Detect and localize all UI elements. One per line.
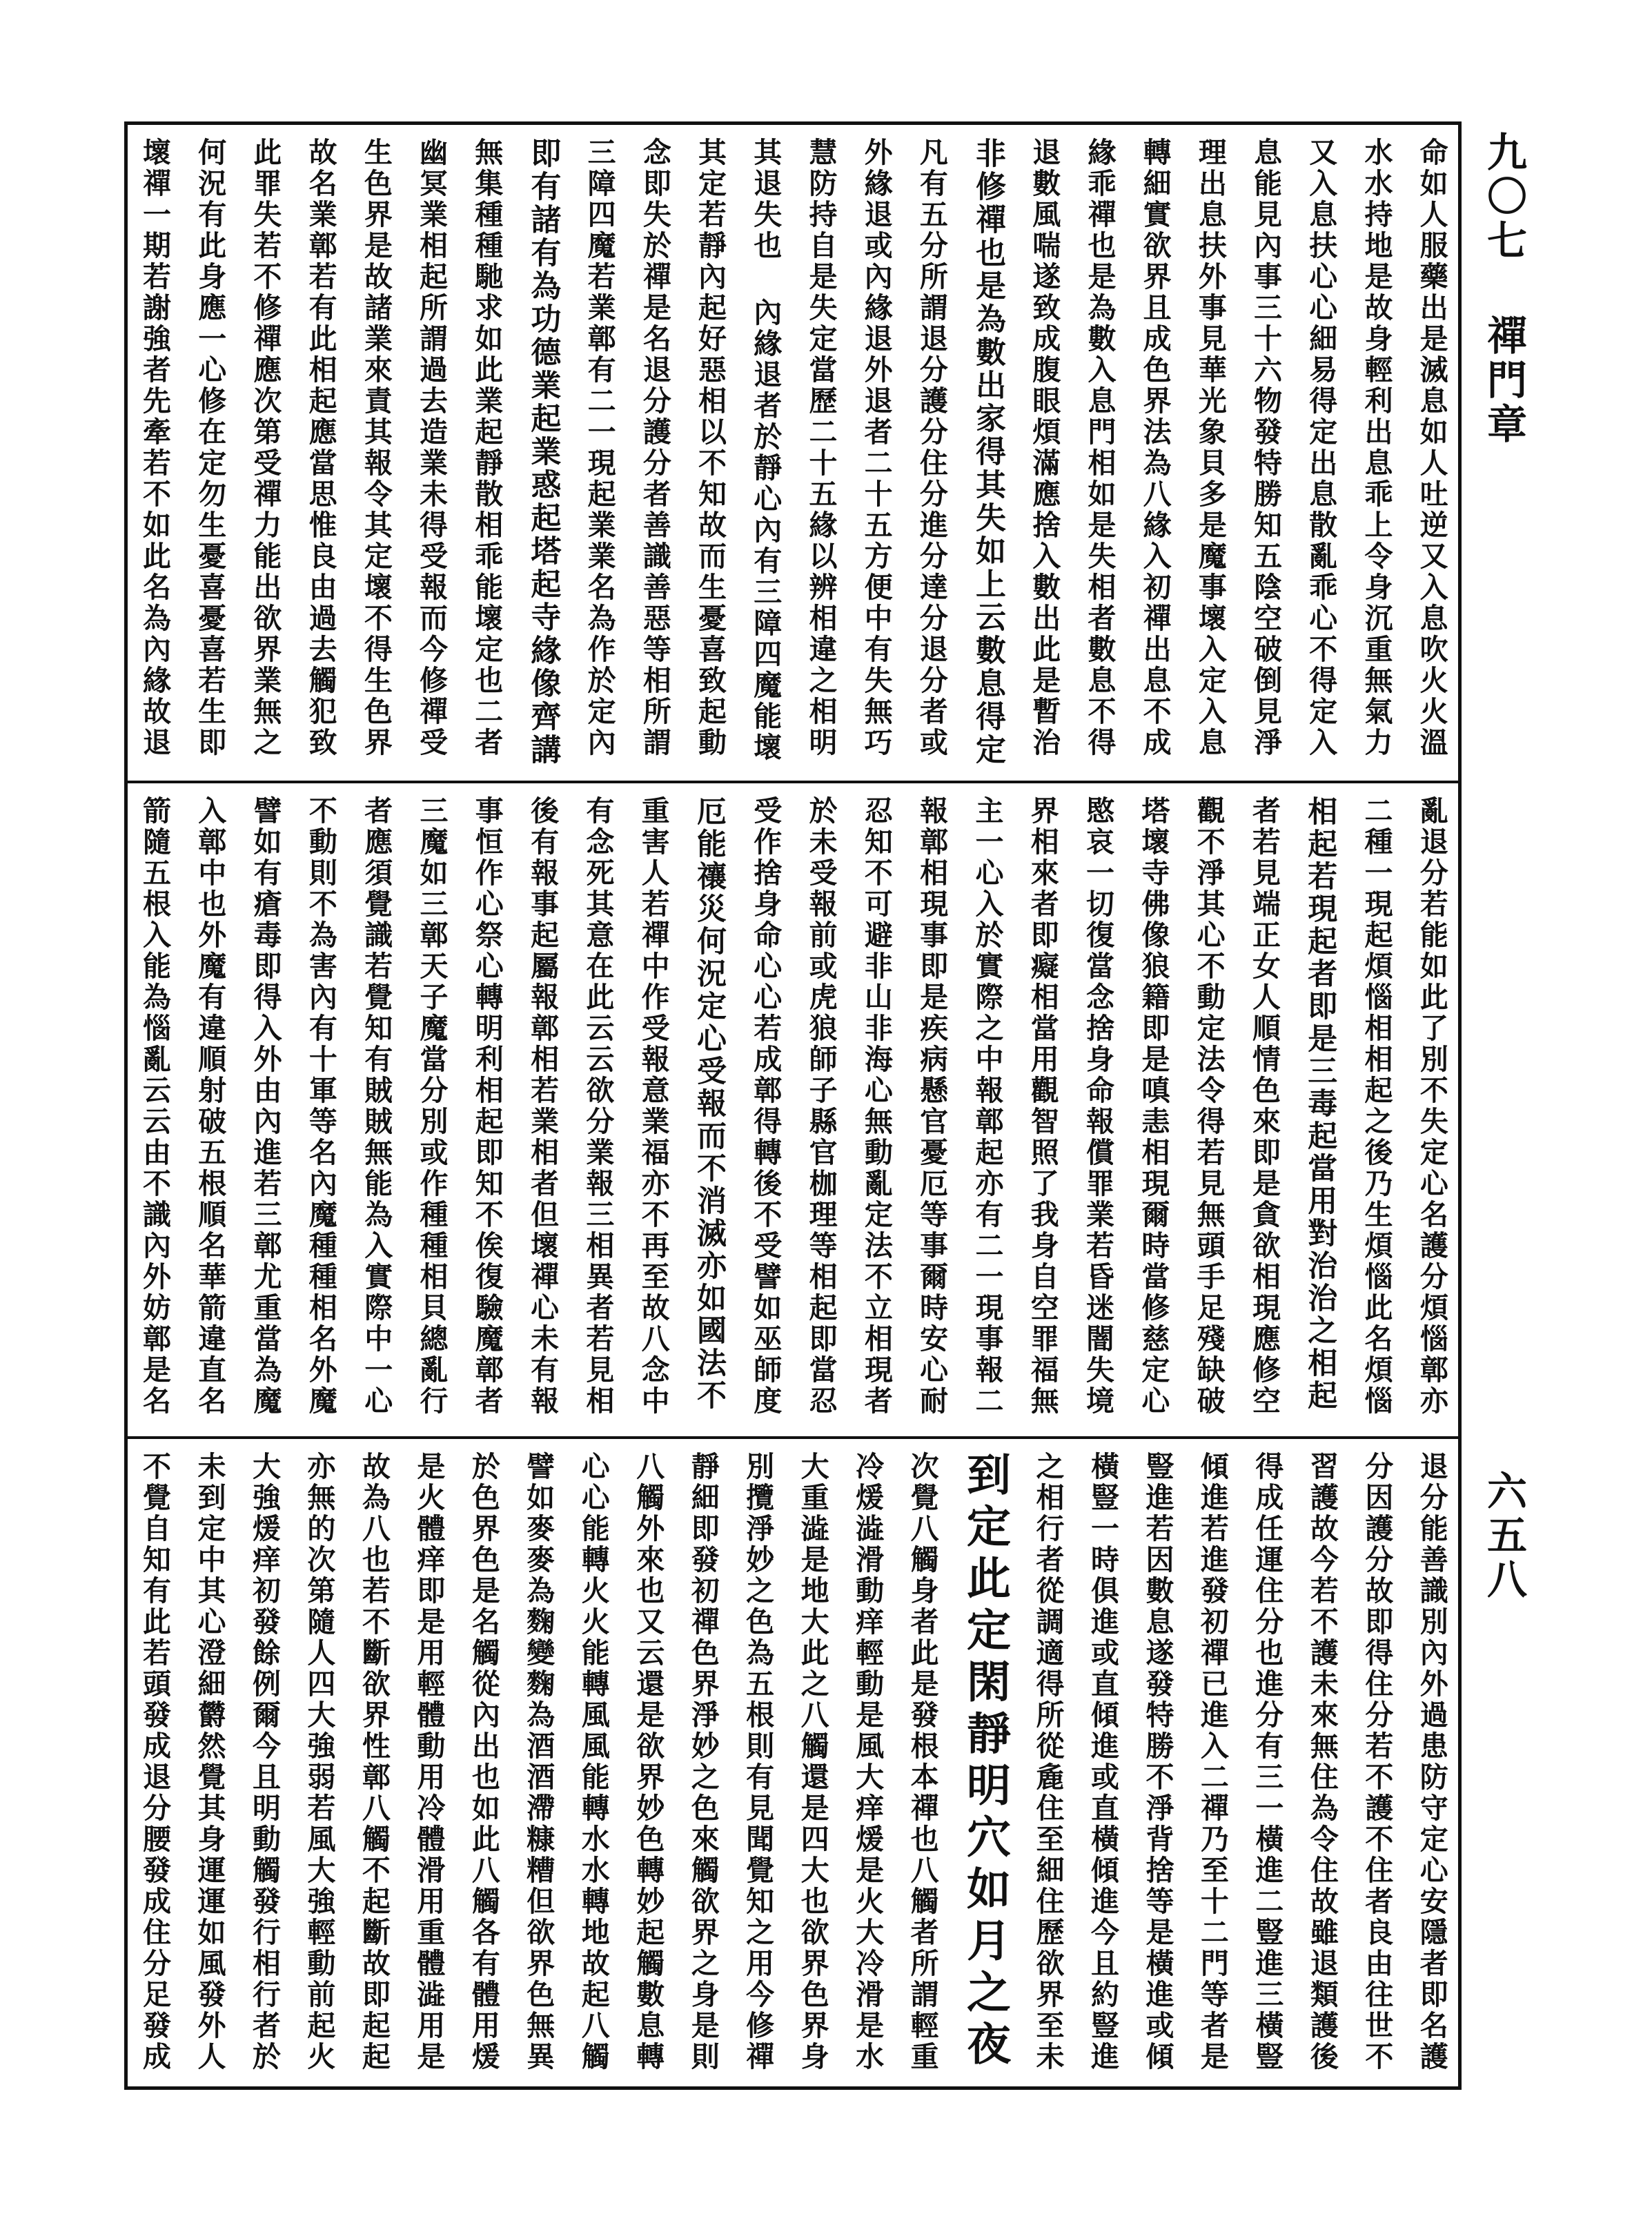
text-column: 譬如有瘡毒即得入外由內進若三鄣尤重當為魔 xyxy=(248,796,282,1417)
text-column: 理出息扶外事見華光象貝多是魔事壞入定入息 xyxy=(1193,137,1227,758)
text-column: 冷煖澁滑動痒輕動是風大痒煖是火大冷滑是水 xyxy=(851,1451,885,2073)
text-column: 者應須覺識若覺知有賊賊無能為入實際中一心 xyxy=(360,796,393,1417)
text-column: 非修禪也是為數出家得其失如上云數息得定 xyxy=(970,137,1006,767)
text-column: 有念死其意在此云云欲分業報三相異者若見相 xyxy=(581,796,615,1417)
text-column: 八觸外來也又云還是欲界妙色轉妙起觸數息轉 xyxy=(631,1451,665,2073)
text-column: 別攬淨妙之色為五根則有見聞覺知之用今修禪 xyxy=(741,1451,775,2073)
text-column: 不覺自知有此若頭發成退分腰發成住分足發成 xyxy=(138,1451,171,2073)
text-column: 退數風喘遂致成腹眼煩滿應捨入數出此是暫治 xyxy=(1027,137,1061,758)
text-column: 到定此定閑靜明穴如月之夜 xyxy=(959,1451,1012,2073)
text-column: 箭隨五根入能為惱亂云云由不識內外妨鄣是名 xyxy=(138,796,171,1417)
register-middle xyxy=(128,781,1458,1436)
text-column: 命如人服藥出是滅息如人吐逆又入息吹火火溫 xyxy=(1415,137,1448,758)
text-column: 忍知不可避非山非海心無動亂定法不立相現者 xyxy=(859,796,893,1417)
text-column: 息能見內事三十六物發特勝知五陰空破倒見淨 xyxy=(1249,137,1283,758)
text-column: 之相行者從調適得所從麁住至細住歷欲界至未 xyxy=(1031,1451,1065,2073)
text-column: 於未受報前或虎狼師子縣官枷理等相起即當忍 xyxy=(804,796,838,1417)
text-column: 事恒作心祭心轉明利相起即知不俟復驗魔鄣者 xyxy=(470,796,504,1417)
text-column: 界相來者即癡相當用觀智照了我身自空罪福無 xyxy=(1025,796,1059,1417)
text-column: 重害人若禪中作受報意業福亦不再至故八念中 xyxy=(636,796,670,1417)
text-column: 轉細實欲界且成色界法為八緣入初禪出息不成 xyxy=(1138,137,1172,758)
text-column: 主一心入於實際之中報鄣起亦有二一現事報二 xyxy=(970,796,1004,1417)
text-column: 生色界是故諸業來責其報令其定壞不得生色界 xyxy=(359,137,393,758)
text-column: 觀不淨其心不動定法令得若見無頭手足殘缺破 xyxy=(1192,796,1226,1417)
text-column: 何況有此身應一心修在定勿生憂喜憂喜若生即 xyxy=(193,137,227,758)
register-middle-columns xyxy=(140,796,1446,1424)
text-column: 凡有五分所謂退分護分住分進分達分退分者或 xyxy=(914,137,948,758)
text-column: 得成任運住分也進分有三一橫進二豎進三橫豎 xyxy=(1250,1451,1284,2073)
text-column: 心心能轉火火能轉風風能轉水水轉地故起八觸 xyxy=(576,1451,610,2073)
text-column: 又入息扶心心細易得定出息散亂乖心不得定入 xyxy=(1304,137,1338,758)
text-column: 此罪失若不修禪應次第受禪力能出欲界業無之 xyxy=(248,137,282,758)
text-column: 不動則不為害內有十軍等名內魔種種相名外魔 xyxy=(304,796,337,1417)
register-upper-columns xyxy=(140,137,1446,768)
text-column: 亂退分若能如此了別不失定心名護分煩惱鄣亦 xyxy=(1415,796,1448,1417)
running-header: 九〇七 禪門章 xyxy=(1480,131,1527,447)
register-upper xyxy=(128,125,1458,781)
register-lower-columns xyxy=(140,1451,1446,2074)
text-column: 是火體痒即是用輕體動用冷體滑用重體澁用是 xyxy=(412,1451,446,2073)
text-column: 未到定中其心澄細欝然覺其身運運如風發外人 xyxy=(193,1451,226,2073)
text-column: 三障四魔若業鄣有二一現起業業名為作於定內 xyxy=(582,137,616,758)
text-column: 其定若靜內起好惡相以不知故而生憂喜致起動 xyxy=(694,137,727,758)
register-lower xyxy=(128,1436,1458,2086)
text-column: 故名業鄣若有此相起應當思惟良由過去觸犯致 xyxy=(304,137,337,758)
text-column: 分因護分故即得住分若不護不住者良由往世不 xyxy=(1360,1451,1394,2073)
text-column: 愍哀一切復當念捨身命報償罪業若昏迷闇失境 xyxy=(1081,796,1115,1417)
text-column: 念即失於禪是名退分護分者善識善惡等相所謂 xyxy=(638,137,671,758)
text-column: 緣乖禪也是為數入息門相如是失相者數息不得 xyxy=(1083,137,1117,758)
text-column: 即有諸有為功德業起業惑起塔起寺緣像齊講 xyxy=(525,137,561,767)
text-column: 二種一現起煩惱相相起之後乃生煩惱此名煩惱 xyxy=(1359,796,1393,1417)
text-column: 無集種種馳求如此業起靜散相乖能壞定也二者 xyxy=(470,137,504,758)
text-column: 於色界色是名觸從內出也如此八觸各有體用煖 xyxy=(466,1451,500,2073)
page-number: 六五八 xyxy=(1480,1470,1527,1603)
text-column: 大強煖痒初發餘例爾今且明動觸發行相行者於 xyxy=(247,1451,281,2073)
text-column: 譬如麥麥為麴變麴為酒酒滯糠糟但欲界色無異 xyxy=(522,1451,555,2073)
text-column: 慧防持自是失定當歷二十五緣以辨相違之相明 xyxy=(804,137,838,758)
text-column: 其退失也 內緣退者於靜心內有三障四魔能壞 xyxy=(749,137,783,763)
text-frame xyxy=(124,121,1462,2090)
text-column: 退分能善識別內外過患防守定心安隱者即名護 xyxy=(1415,1451,1448,2073)
text-column: 三魔如三鄣天子魔當分別或作種種相貝總亂行 xyxy=(415,796,449,1417)
text-column: 外緣退或內緣退外退者二十五方便中有失無巧 xyxy=(859,137,893,758)
text-column: 後有報事起屬報鄣相若業相者但壞禪心未有報 xyxy=(526,796,560,1417)
text-column: 厄能禳災何況定心受報而不消滅亦如國法不 xyxy=(691,796,727,1412)
text-column: 亦無的次第隨人四大強弱若風大強輕動前起火 xyxy=(302,1451,336,2073)
text-column: 傾進若進發初禪已進入二禪乃至十二門等者是 xyxy=(1195,1451,1229,2073)
text-column: 次覺八觸身者此是發根本禪也八觸者所謂輕重 xyxy=(905,1451,939,2073)
text-column: 受作捨身命心心若成鄣得轉後不受譬如巫師度 xyxy=(749,796,783,1417)
text-column: 塔壞寺佛像狼籍即是嗔恚相現爾時當修慈定心 xyxy=(1137,796,1170,1417)
text-column: 靜細即發初禪色界淨妙之色來觸欲界之身是則 xyxy=(686,1451,720,2073)
text-column: 豎進若因數息遂發特勝不淨背捨等是橫進或傾 xyxy=(1141,1451,1174,2073)
text-column: 水水持地是故身輕利出息乖上令身沉重無氣力 xyxy=(1359,137,1393,758)
text-column: 習護故今若不護未來無住為令住故雖退類護後 xyxy=(1305,1451,1339,2073)
text-column: 故為八也若不斷欲界性鄣八觸不起斷故即起起 xyxy=(357,1451,391,2073)
text-column: 報鄣相現事即是疾病懸官憂厄等事爾時安心耐 xyxy=(915,796,949,1417)
text-column: 幽冥業相起所謂過去造業未得受報而今修禪受 xyxy=(415,137,449,758)
text-column: 壞禪一期若謝強者先牽若不如此名為內緣故退 xyxy=(138,137,171,758)
text-column: 者若見端正女人順情色來即是貪欲相現應修空 xyxy=(1247,796,1281,1417)
text-column: 大重澁是地大此之八觸還是四大也欲界色界身 xyxy=(796,1451,829,2073)
text-column: 相起若現起者即是三毒起當用對治治之相起 xyxy=(1303,796,1338,1412)
text-column: 橫豎一時俱進或直傾進或直橫傾進今且約豎進 xyxy=(1085,1451,1119,2073)
text-column: 入鄣中也外魔有違順射破五根順名華箭違直名 xyxy=(193,796,227,1417)
